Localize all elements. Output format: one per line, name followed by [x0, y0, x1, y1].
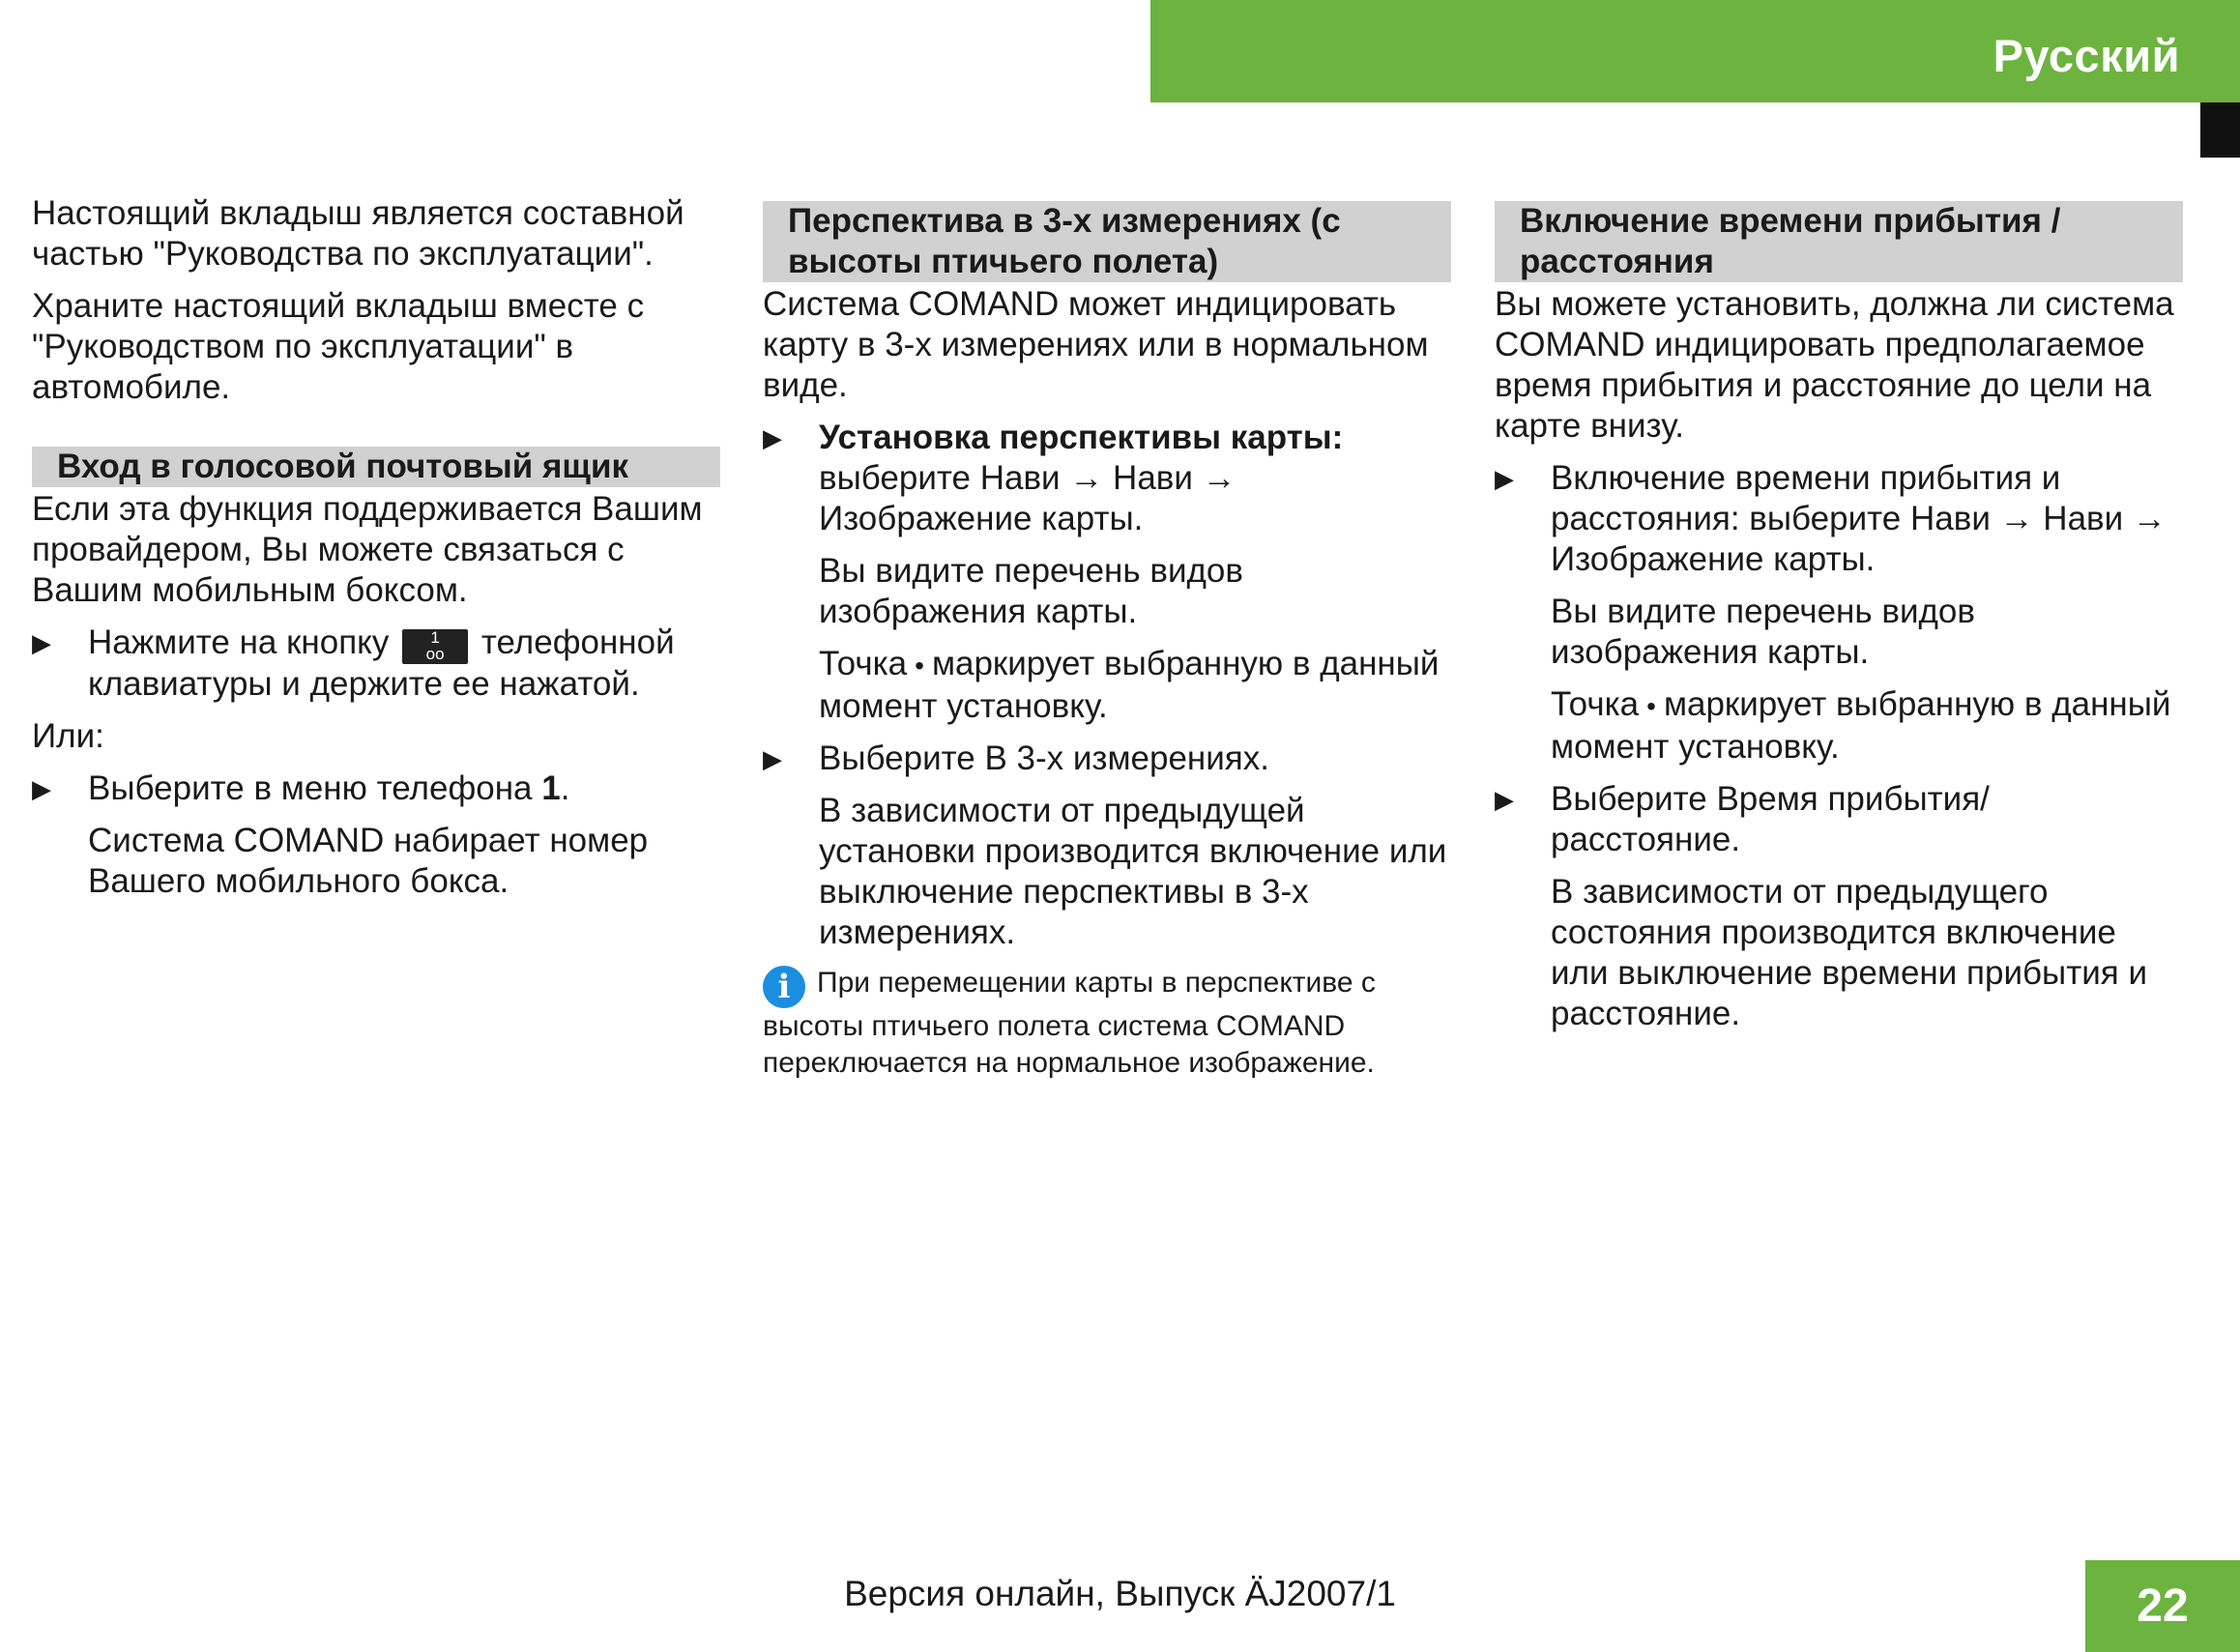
arrival-step-1: [1495, 458, 2183, 580]
arrival-step-2: [1495, 779, 2183, 860]
3d-step-2: [763, 739, 1451, 779]
arrival-result-2: [1495, 684, 2183, 768]
step-title: Установка перспективы карты:: [819, 419, 1344, 456]
step-text-post: .: [560, 769, 570, 807]
step-text-pre: Нажмите на кнопку: [88, 623, 390, 661]
section-heading-3d-perspective: Перспектива в 3-х измерениях (с высоты птичьего полета): [763, 201, 1451, 282]
info-note: [763, 965, 1451, 1082]
bullet-arrow-icon: ▶: [32, 774, 51, 803]
step-text: Выберите Время прибытия/ расстояние.: [1551, 780, 1990, 858]
section-tab-marker: [2200, 102, 2240, 158]
bullet-arrow-icon: ▶: [1495, 464, 1514, 493]
key-number: 1: [430, 628, 440, 647]
intro-paragraph-1: Настоящий вкладыш является составной частью "Руководства по эксплуатации".: [32, 194, 684, 273]
note-text: При перемещении карты в перспективе с высоты птичьего полета система COMAND переключается на нормальное изображение.: [763, 967, 1376, 1079]
voicemail-step-2: [32, 768, 720, 809]
column-left: [32, 193, 720, 913]
voicemail-result: Система COMAND набирает номер Вашего мобильного бокса.: [88, 822, 649, 900]
language-header-bar: [1150, 0, 2240, 102]
3d-result-3: В зависимости от предыдущей установки производится включение или выключение перспективы в 3-х измерениях.: [819, 792, 1447, 951]
selection-dot-icon: •: [915, 651, 924, 681]
arrival-result-3: В зависимости от предыдущего состояния производится включение или выключение времени прибытия и расстояние.: [1551, 873, 2148, 1032]
page-number-box: [2085, 1560, 2240, 1652]
step-text: Включение времени прибытия и расстояния: выберите Нави → Нави → Изображение карты.: [1551, 459, 2167, 578]
info-icon: i: [763, 966, 805, 1008]
result-text-post: маркирует выбранную в данный момент установку.: [819, 645, 1440, 725]
3d-result-2: [763, 644, 1451, 727]
bullet-arrow-icon: ▶: [763, 744, 782, 773]
section-heading-voicemail: Вход в голосовой почтовый ящик: [32, 447, 720, 487]
footer-version: Версия онлайн, Выпуск ÄJ2007/1: [844, 1574, 1396, 1613]
menu-number: 1: [541, 769, 561, 807]
3d-description: Система COMAND может индицировать карту в 3-х измерениях или в нормальном виде.: [763, 285, 1429, 404]
step-text: выберите Нави → Нави → Изображение карты.: [819, 459, 1236, 537]
bullet-arrow-icon: ▶: [32, 628, 51, 657]
voicemail-description: Если эта функция поддерживается Вашим провайдером, Вы можете связаться с Вашим мобильным боксом.: [32, 490, 703, 609]
column-right: [1495, 201, 2183, 1046]
step-text-post: телефонной клавиатуры и держите ее нажатой.: [88, 623, 675, 703]
bullet-arrow-icon: ▶: [1495, 785, 1514, 814]
voicemail-step-1: [32, 623, 720, 705]
arrival-description: Вы можете установить, должна ли система COMAND индицировать предполагаемое время прибытия и расстояние до цели на карте внизу.: [1495, 285, 2174, 445]
3d-step-1: [763, 418, 1451, 539]
key-voicemail-symbol: oo: [425, 645, 445, 663]
step-text: Выберите В 3-х измерениях.: [819, 739, 1269, 777]
arrival-result-1: Вы видите перечень видов изображения карты.: [1551, 593, 1975, 671]
intro-paragraph-2: Храните настоящий вкладыш вместе с "Руководством по эксплуатации" в автомобиле.: [32, 287, 645, 406]
column-middle: [763, 201, 1451, 1082]
selection-dot-icon: •: [1646, 691, 1656, 721]
result-text-post: маркирует выбранную в данный момент установку.: [1551, 685, 2171, 766]
result-text-pre: Точка: [819, 645, 908, 682]
3d-result-1: Вы видите перечень видов изображения карты.: [819, 552, 1243, 630]
or-label: Или:: [32, 717, 104, 755]
result-text-pre: Точка: [1551, 685, 1640, 723]
section-heading-arrival-time: Включение времени прибытия / расстояния: [1495, 201, 2183, 282]
step-text-pre: Выберите в меню телефона: [88, 769, 533, 807]
voicemail-key-icon: [402, 629, 468, 664]
bullet-arrow-icon: ▶: [763, 423, 782, 452]
page-number: 22: [2137, 1580, 2189, 1632]
language-label: Русский: [1993, 30, 2180, 81]
